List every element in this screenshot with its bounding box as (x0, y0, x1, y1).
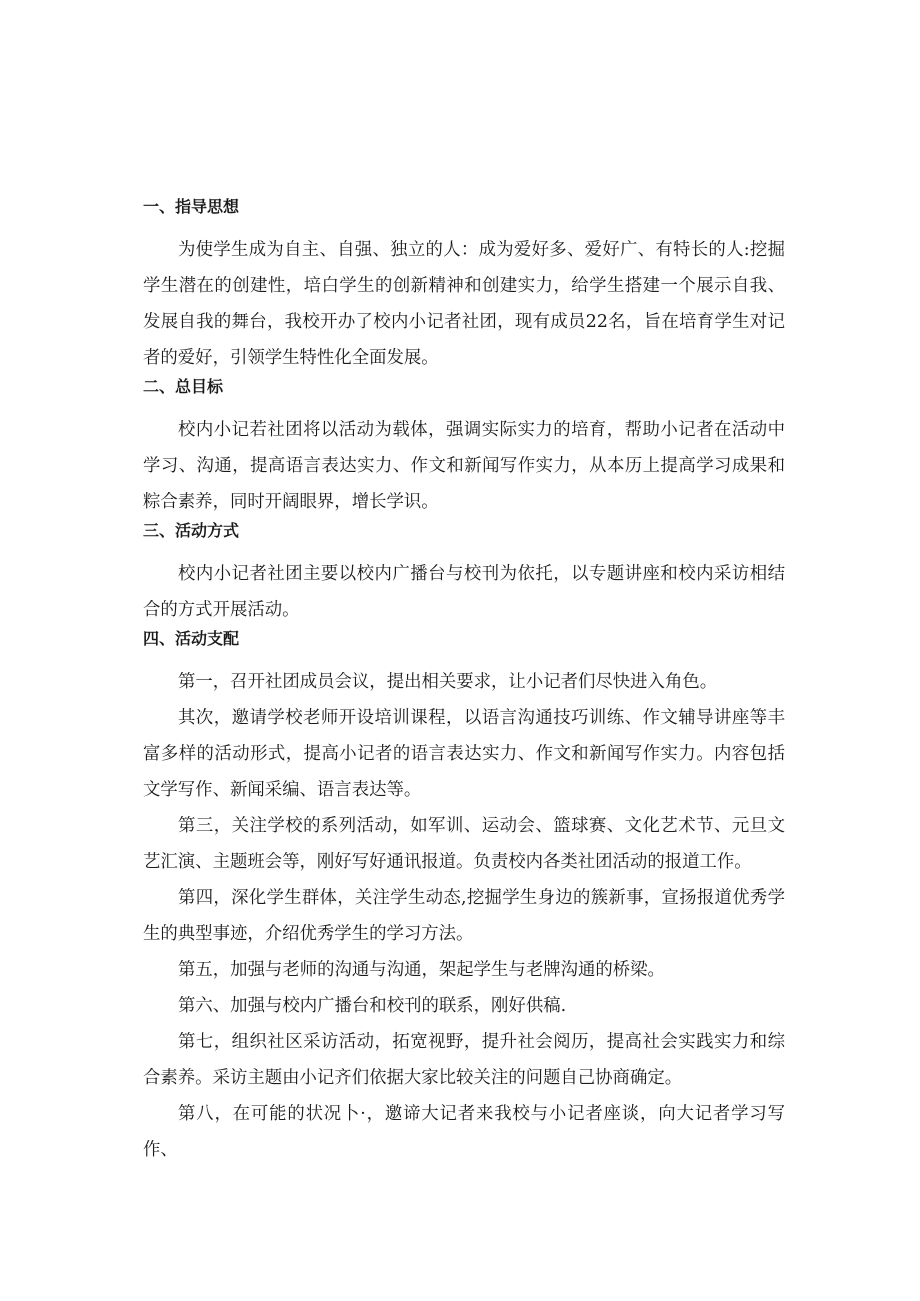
section-heading-activity-arrangement: 四、活动支配 (143, 629, 240, 648)
section-heading-overall-goal: 二、总目标 (143, 377, 224, 396)
paragraph-arrangement-second: 其次，邀请学校老师开设培训课程，以语言沟通技巧训练、作文辅导讲座等丰富多样的活动形式，提高小记者的语言表达实力、作文和新闻写作实力。内容包括文学写作、新闻采编、语言表达等。 (143, 708, 785, 800)
paragraph-overall-goal: 校内小记若社团将以活动为载体，强调实际实力的培育，帮助小记者在活动中学习、沟通，提高语言表达实力、作文和新闻写作实力，从本历上提高学习成果和粽合素养，同时开阔眼界，增长学识。 (143, 420, 785, 512)
paragraph-arrangement-fourth: 第四，深化学生群体，关注学生动态,挖掘学生身边的簇新事，宣扬报道优秀学生的典型事迹，介绍优秀学生的学习方法。 (143, 888, 785, 944)
paragraph-activity-method: 校内小记者社团主要以校内广播台与校刊为依托，以专题讲座和校内采访相结合的方式开展活动。 (143, 564, 785, 620)
paragraph-arrangement-seventh: 第七，组织社区采访活动，拓宽视野，提升社会阅历，提高社会实践实力和综合素养。采访主题由小记齐们依据大家比较关注的问题自己协商确定。 (143, 1032, 785, 1088)
section-heading-activity-method: 三、活动方式 (143, 521, 240, 540)
paragraph-arrangement-eighth: 第八，在可能的状况卜·，邀谛大记者来我校与小记者座谈，向大记者学习写作、 (143, 1104, 785, 1160)
paragraph-arrangement-first: 第一，召开社团成员会议，提出相关要求，让小记者们尽快进入角色。 (178, 672, 718, 692)
document-body (143, 196, 785, 1168)
paragraph-arrangement-third: 第三，关注学校的系列活动，如军训、运动会、篮球赛、文化艺术节、元旦文艺汇演、主题班会等，刚好写好通讯报道。负责校内各类社团活动的报道工作。 (143, 816, 785, 872)
paragraph-guiding-ideology: 为使学生成为自主、自强、独立的人：成为爱好多、爱好广、有特长的人:挖掘学生潜在的创建性，培白学生的创新精神和创建实力，给学生搭建一个展示自我、发展自我的舞台，我校开办了校内小记者社团，现有成员22名，旨在培育学生对记者的爱好，引领学生特性化全面发展。 (143, 240, 785, 368)
paragraph-arrangement-fifth: 第五，加强与老师的沟通与沟通，架起学生与老牌沟通的桥梁。 (178, 960, 665, 980)
section-heading-guiding-ideology: 一、指导思想 (143, 197, 240, 216)
paragraph-arrangement-sixth: 第六、加强与校内广播台和校刊的联系，刚好供稿. (178, 996, 567, 1016)
